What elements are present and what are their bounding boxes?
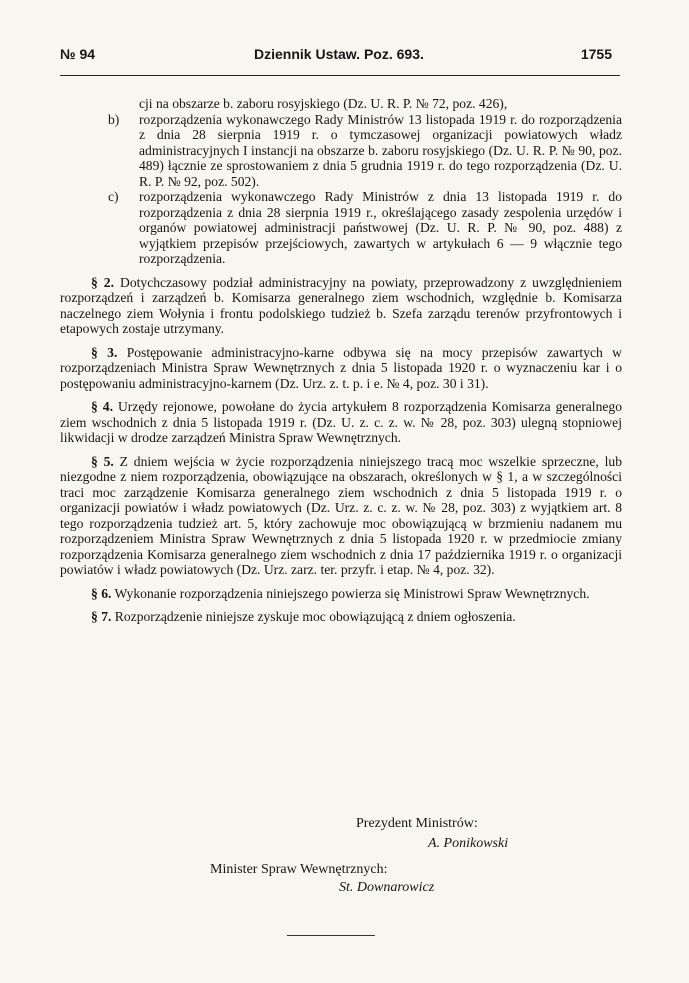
page-number: 1755	[580, 46, 612, 62]
list-item-c-marker: c)	[108, 189, 119, 204]
section-3: § 3. Postępowanie administracyjno-karne odbywa się na mocy przepisów zawartych w rozporządzeniach Ministra Spraw Wewnętrznych z dnia 5 listopada 1920 r. o wyznaczeniu kar i o postępowaniu administracyjno-karnem (Dz. Urz. z. t. p. i e. № 4, poz. 30 i 31).	[60, 344, 623, 391]
list-item-c	[60, 189, 622, 267]
header-divider	[60, 75, 620, 76]
list-item-b-text: rozporządzenia wykonawczego Rady Ministrów 13 listopada 1919 r. do rozporządzenia z dnia 28 sierpnia 1919 r. o tymczasowej organizacji powiatowych władz administracyjnych I instancji na obszarze b. zaboru rosyjskiego (Dz. U. R. P. № 90, poz. 489) łącznie ze sprostowaniem z dnia 5 grudnia 1919 r. do tego rozporządzenia (Dz. U. R. P. № 92, poz. 502).	[139, 111, 622, 189]
pm-signature-title: Prezydent Ministrów:	[356, 816, 478, 831]
page-header	[60, 46, 612, 68]
section-4: § 4. Urzędy rejonowe, powołane do życia artykułem 8 rozporządzenia Komisarza generalnego ziem wschodnich z dnia 5 listopada 1919 r. (Dz. U. z. c. z. w. № 28, poz. 303) ulegną stopniowej likwidacji w drodze zarządzeń Ministra Spraw Wewnętrznych.	[60, 399, 623, 445]
section-2: § 2. Dotychczasowy podział administracyjny na powiaty, przeprowadzony z uwzględnieniem rozporządzeń i zarządzeń b. Komisarza generalnego ziem wschodnich, względnie b. Komisarza naczelnego ziem Wołynia i frontu podolskiego tudzież b. Szefa zarządu terenów przyfrontowych i etapowych zostaje utrzymany.	[60, 274, 622, 336]
document-body	[60, 96, 622, 625]
pm-signature-name: A. Ponikowski	[428, 836, 509, 851]
section-5: § 5. Z dniem wejścia w życie rozporządzenia niniejszego tracą moc wszelkie sprzeczne, lub niezgodne z niem rozporządzenia, obowiązujące na obszarach, określonych w § 1, a w szczególności traci moc zarządzenie Komisarza generalnego ziem wschodnich z dnia 5 listopada 1919 r. o organizacji powiatów i władz powiatowych (Dz. Urz. z. c. z. w. № 28, poz. 303) z wyjątkiem art. 8 tego rozporządzenia tudzież art. 5, który zachowuje moc obowiązującą w brzmieniu nadanem mu rozporządzeniem Ministra Spraw Wewnętrznych z dnia 5 listopada 1920 r. w przedmiocie zmiany rozporządzenia Komisarza generalnego ziem wschodnich z dnia 17 października 1919 r. o organizacji powiatów i władz powiatowych (Dz. Urz. zarz. ter. przyfr. i etap. № 4, poz. 32).	[60, 453, 623, 577]
section-6: § 6. Wykonanie rozporządzenia niniejszego powierza się Ministrowi Spraw Wewnętrznych.	[91, 585, 590, 601]
list-item-b-marker: b)	[108, 111, 120, 127]
journal-title: Dziennik Ustaw. Poz. 693.	[254, 46, 424, 62]
list-continuation: cji na obszarze b. zaboru rosyjskiego (Dz. U. R. P. № 72, poz. 426),	[139, 96, 508, 111]
section-7: § 7. Rozporządzenie niniejsze zyskuje moc obowiązującą z dniem ogłoszenia.	[91, 609, 516, 624]
list-item-b	[60, 112, 622, 190]
list-item-c-text: rozporządzenia wykonawczego Rady Ministrów z dnia 13 listopada 1919 r. do rozporządzenia z dnia 28 sierpnia 1919 r., określającego zasady zespolenia urzędów i organów powiatowej administracji państwowej (Dz. U. R. P. № 90, poz. 488) z wyjątkiem przepisów przejściowych, zawartych w artykułach 6 — 9 włącznie tego rozporządzenia.	[139, 189, 622, 266]
issue-number: № 94	[60, 46, 96, 62]
minister-signature-title: Minister Spraw Wewnętrznych:	[210, 862, 388, 877]
minister-signature-name: St. Downarowicz	[339, 880, 435, 895]
footer-divider	[287, 935, 375, 936]
